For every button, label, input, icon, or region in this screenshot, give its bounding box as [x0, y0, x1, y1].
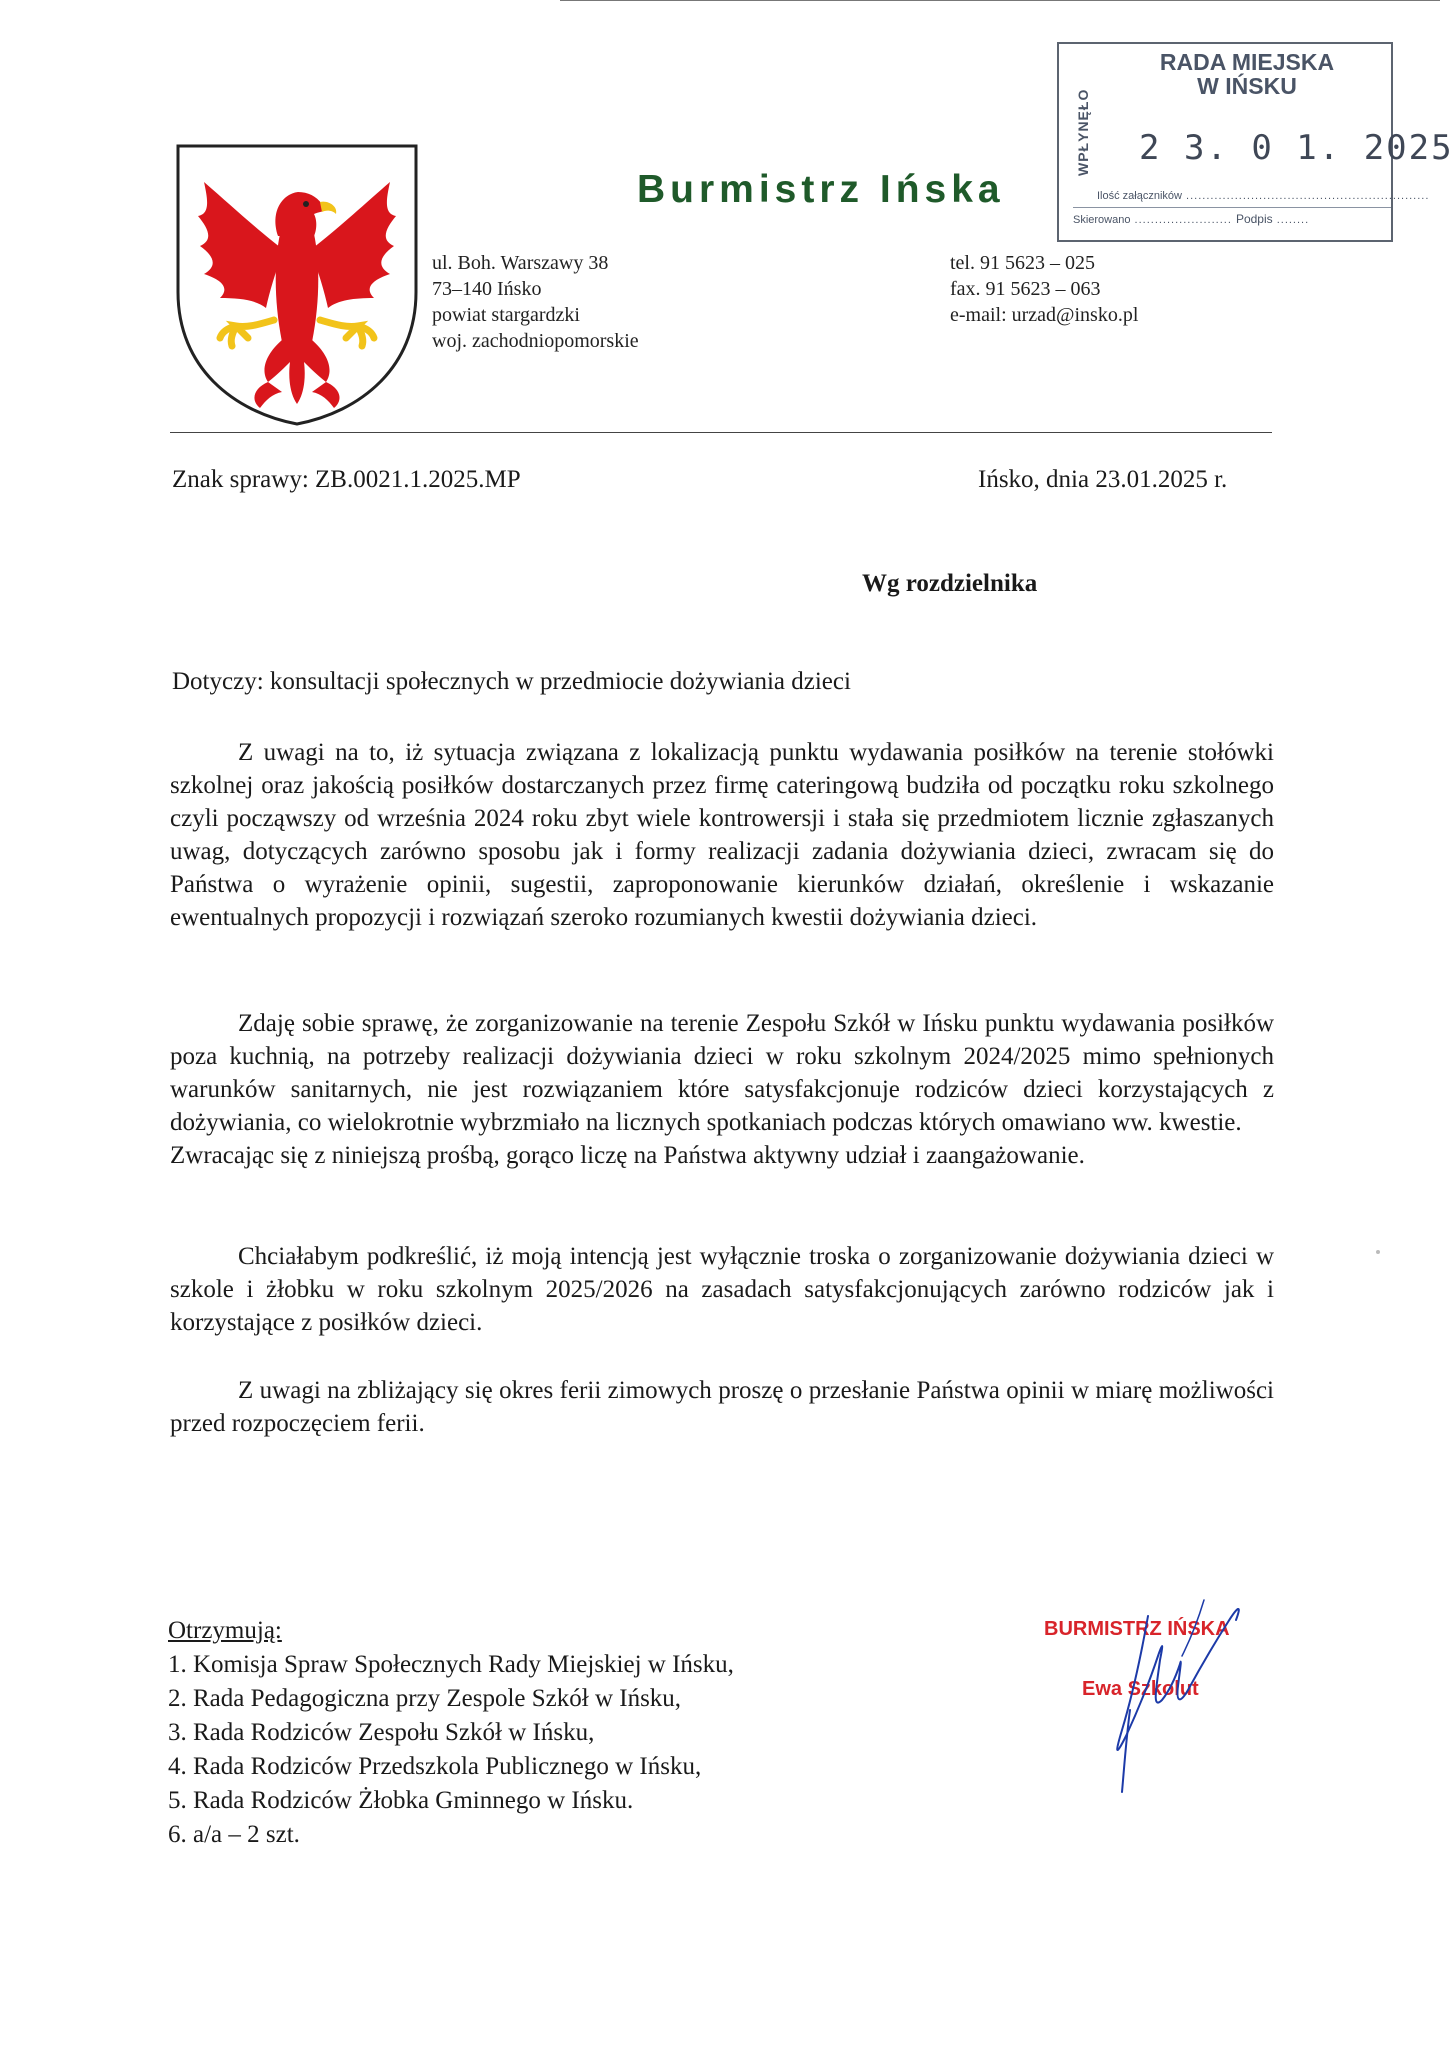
place-and-date: Ińsko, dnia 23.01.2025 r. — [978, 466, 1228, 493]
address-line: 73–140 Ińsko — [432, 278, 542, 300]
signature-block — [1030, 1560, 1290, 1800]
coat-of-arms-eagle-icon — [174, 142, 420, 428]
paragraph-text: Zwracając się z niniejszą prośbą, gorąco liczę na Państwa aktywny udział i zaangażowanie. — [170, 1142, 1085, 1169]
stamp-row-divider — [1073, 207, 1391, 208]
distribution-item: 2. Rada Pedagogiczna przy Zespole Szkół w Ińsku, — [168, 1685, 682, 1712]
header-divider — [170, 432, 1272, 433]
distribution-item: 4. Rada Rodziców Przedszkola Publicznego w Ińsku, — [168, 1753, 702, 1780]
distribution-list — [168, 1614, 734, 1852]
recipient-line: Wg rozdzielnika — [862, 570, 1038, 597]
stamp-routed-label: Skierowano — [1073, 214, 1131, 226]
stamp-title-line: W IŃSKU — [1197, 73, 1297, 99]
address-line: powiat stargardzki — [432, 304, 580, 326]
email-line: e-mail: urzad@insko.pl — [950, 304, 1139, 326]
stamp-signature-label: Podpis — [1235, 212, 1273, 226]
paragraph-text: Chciałabym podkreślić, iż moją intencją jest wyłącznie troska o zorganizowanie dożywiania dzieci w szkole i żłobku w roku szkolnym 2025/2026 na zasadach satysfakcjonujących zarówno rodziców jak i korzystające z posiłków dzieci. — [170, 1243, 1274, 1336]
scan-edge-line — [560, 0, 1440, 1]
paragraph-text: Z uwagi na to, iż sytuacja związana z lokalizacją punktu wydawania posiłków na terenie stołówki szkolnej oraz jakością posiłków dostarczanych przez firmę cateringową budziła od początku roku szkolnego czyli począwszy od września 2024 roku zbyt wiele kontrowersji i stała się przedmiotem licznie zgłaszanych uwag, dotyczących zarówno sposobu jak i formy realizacji zadania dożywiania dzieci, zwracam się do Państwa o wyrażenie opinii, sugestii, zaproponowanie kierunków działań, określenie i wskazanie ewentualnych propozycji i rozwiązań szeroko rozumianych kwestii dożywiania dzieci. — [170, 739, 1274, 931]
distribution-item: 6. a/a – 2 szt. — [168, 1821, 300, 1848]
address-line: ul. Boh. Warszawy 38 — [432, 252, 609, 274]
scan-speck — [1376, 1250, 1380, 1254]
distribution-item: 5. Rada Rodziców Żłobka Gminnego w Ińsku. — [168, 1787, 634, 1814]
phone-line: tel. 91 5623 – 025 — [950, 252, 1095, 274]
address-line: woj. zachodniopomorskie — [432, 330, 639, 352]
body-paragraph-3 — [170, 1240, 1274, 1339]
received-stamp — [1057, 42, 1454, 242]
stamp-attachments-label: Ilość załączników — [1097, 190, 1182, 202]
body-paragraph-1 — [170, 736, 1274, 934]
letter-subject: Dotyczy: konsultacji społecznych w przedmiocie dożywiania dzieci — [172, 668, 851, 695]
letterhead-contact — [950, 250, 1138, 328]
stamp-attachments-row: Ilość załączników ............................................................ — [1097, 190, 1430, 202]
body-paragraph-4 — [170, 1374, 1274, 1440]
letterhead-title: Burmistrz Ińska — [637, 168, 1005, 211]
case-number: Znak sprawy: ZB.0021.1.2025.MP — [172, 466, 521, 493]
paragraph-text: Zdaję sobie sprawę, że zorganizowanie na terenie Zespołu Szkół w Ińsku punktu wydawania posiłków poza kuchnią, na potrzeby realizacji dożywiania dzieci w roku szkolnym 2024/2025 mimo spełnionych warunków sanitarnych, nie jest rozwiązaniem które satysfakcjonuje rodziców dzieci korzystających z dożywiania, co wielokrotnie wybrzmiało na licznych spotkaniach podczas których omawiano ww. kwestie. — [170, 1010, 1274, 1136]
distribution-item: 1. Komisja Spraw Społecznych Rady Miejskiej w Ińsku, — [168, 1651, 734, 1678]
stamp-title — [1109, 50, 1385, 98]
signature-stamp-title: BURMISTRZ IŃSKA — [1044, 1618, 1230, 1640]
fax-line: fax. 91 5623 – 063 — [950, 278, 1101, 300]
stamp-routed-row: Skierowano ........................ Podpis ........ — [1073, 212, 1310, 226]
handwritten-signature-icon — [1030, 1560, 1290, 1800]
letterhead-address — [432, 250, 639, 354]
distribution-item: 3. Rada Rodziców Zespołu Szkół w Ińsku, — [168, 1719, 595, 1746]
body-paragraph-2 — [170, 1007, 1274, 1172]
stamp-title-line: RADA MIEJSKA — [1159, 49, 1335, 75]
paragraph-text: Z uwagi na zbliżający się okres ferii zimowych proszę o przesłanie Państwa opinii w miarę możliwości przed rozpoczęciem ferii. — [170, 1377, 1274, 1437]
stamp-date: 2 3. 0 1. 2025 — [1139, 128, 1454, 168]
distribution-title: Otrzymują: — [168, 1617, 282, 1644]
signature-stamp-name: Ewa Szkolut — [1082, 1678, 1199, 1700]
stamp-received-label: WPŁYNĘŁO — [1075, 88, 1091, 176]
